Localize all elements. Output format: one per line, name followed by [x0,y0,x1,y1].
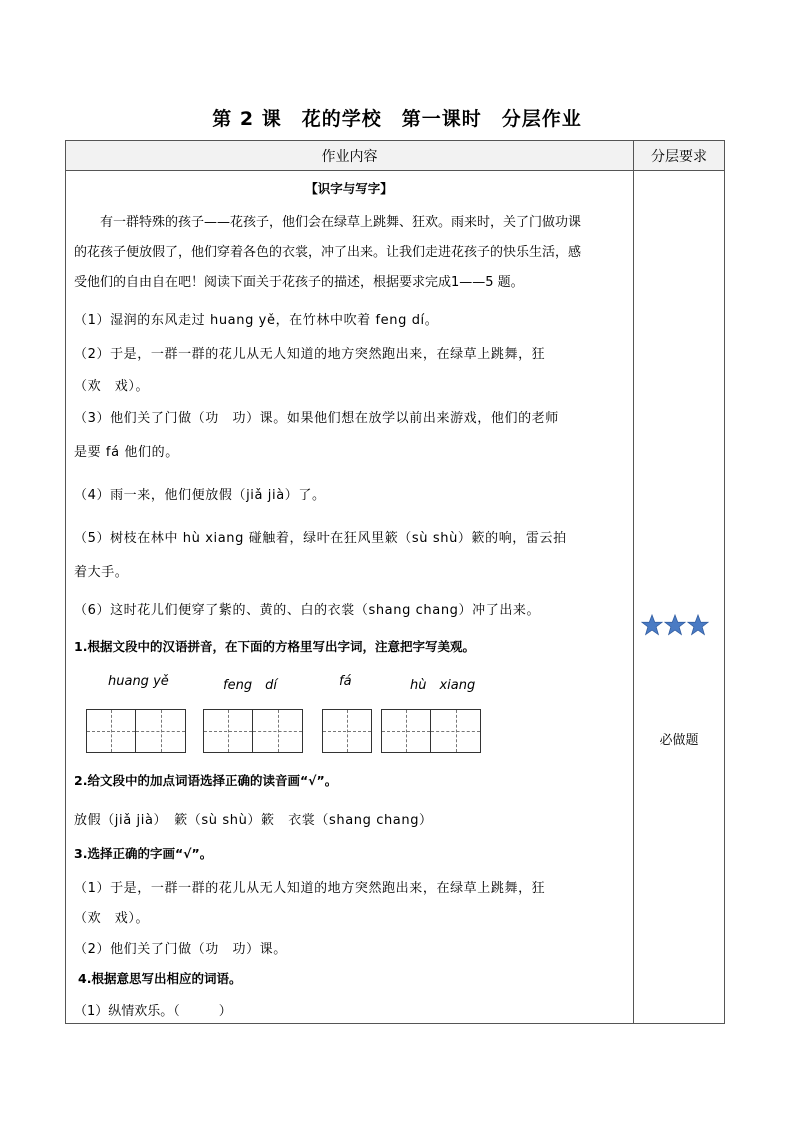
intro-line: 的花孩子便放假了，他们穿着各色的衣裳，冲了出来。让我们走进花孩子的快乐生活，感 [74,245,582,260]
star-icon [664,614,686,636]
homework-table [65,140,725,1024]
question-3-item: （2）他们关了门做（功 功）课。 [74,942,287,957]
item-line: （5）树枝在林中 hù xiang 碰触着，绿叶在狂风里簌（sù shù）簌的响，雷云拍 [74,531,567,546]
writing-grid[interactable] [322,709,372,753]
question-3: 3.选择正确的字画“√”。 [74,846,213,861]
requirement-label: 必做题 [659,733,699,748]
writing-cell[interactable] [381,709,431,753]
item-line: （2）于是，一群一群的花儿从无人知道的地方突然跑出来，在绿草上跳舞，狂 [74,347,546,362]
question-1: 1.根据文段中的汉语拼音，在下面的方格里写出字词，注意把字写美观。 [74,639,475,654]
intro-line: 有一群特殊的孩子——花孩子，他们会在绿草上跳舞、狂欢。雨来时，关了门做功课 [100,215,582,230]
pinyin-label: feng dí [223,678,277,693]
item-line: （6）这时花儿们便穿了紫的、黄的、白的衣裳（shang chang）冲了出来。 [74,603,541,618]
header-requirement: 分层要求 [634,141,725,171]
requirement-cell [634,171,725,1024]
writing-cell[interactable] [203,709,253,753]
intro-line: 受他们的自由自在吧！阅读下面关于花孩子的描述，根据要求完成1——5 题。 [74,275,524,290]
item-line: （4）雨一来，他们便放假（jiǎ jià）了。 [74,488,326,503]
writing-cell[interactable] [431,709,481,753]
pinyin-label: fá [339,674,352,689]
section-heading: 【识字与写字】 [305,181,393,196]
page-title: 第 2 课 花的学校 第一课时 分层作业 [212,108,582,130]
writing-cell[interactable] [86,709,136,753]
pinyin-label: huang yě [108,674,169,689]
question-2-options: 放假（jiǎ jià） 簌（sù shù）簌 衣裳（shang chang） [74,813,433,828]
item-line: （1）湿润的东风走过 huang yě，在竹林中吹着 feng dí。 [74,313,439,328]
question-2: 2.给文段中的加点词语选择正确的读音画“√”。 [74,773,338,788]
item-line: （3）他们关了门做（功 功）课。如果他们想在放学以前出来游戏，他们的老师 [74,411,559,426]
content-cell [66,171,634,1024]
difficulty-stars [641,614,709,636]
item-line: 着大手。 [74,565,129,580]
question-4: 4.根据意思写出相应的词语。 [78,971,242,986]
writing-cell[interactable] [136,709,186,753]
writing-grid[interactable] [381,709,481,753]
pinyin-label: hù xiang [410,678,476,693]
header-content: 作业内容 [66,141,634,171]
writing-grid[interactable] [203,709,303,753]
star-icon [641,614,663,636]
question-3-item: （1）于是，一群一群的花儿从无人知道的地方突然跑出来，在绿草上跳舞，狂 [74,881,546,896]
writing-grid[interactable] [86,709,186,753]
writing-cell[interactable] [253,709,303,753]
item-line: （欢 戏）。 [74,379,150,394]
question-3-item: （欢 戏）。 [74,911,150,926]
question-4-item: （1）纵情欢乐。（ ） [74,1004,232,1019]
star-icon [687,614,709,636]
item-line: 是要 fá 他们的。 [74,445,179,460]
writing-cell[interactable] [322,709,372,753]
